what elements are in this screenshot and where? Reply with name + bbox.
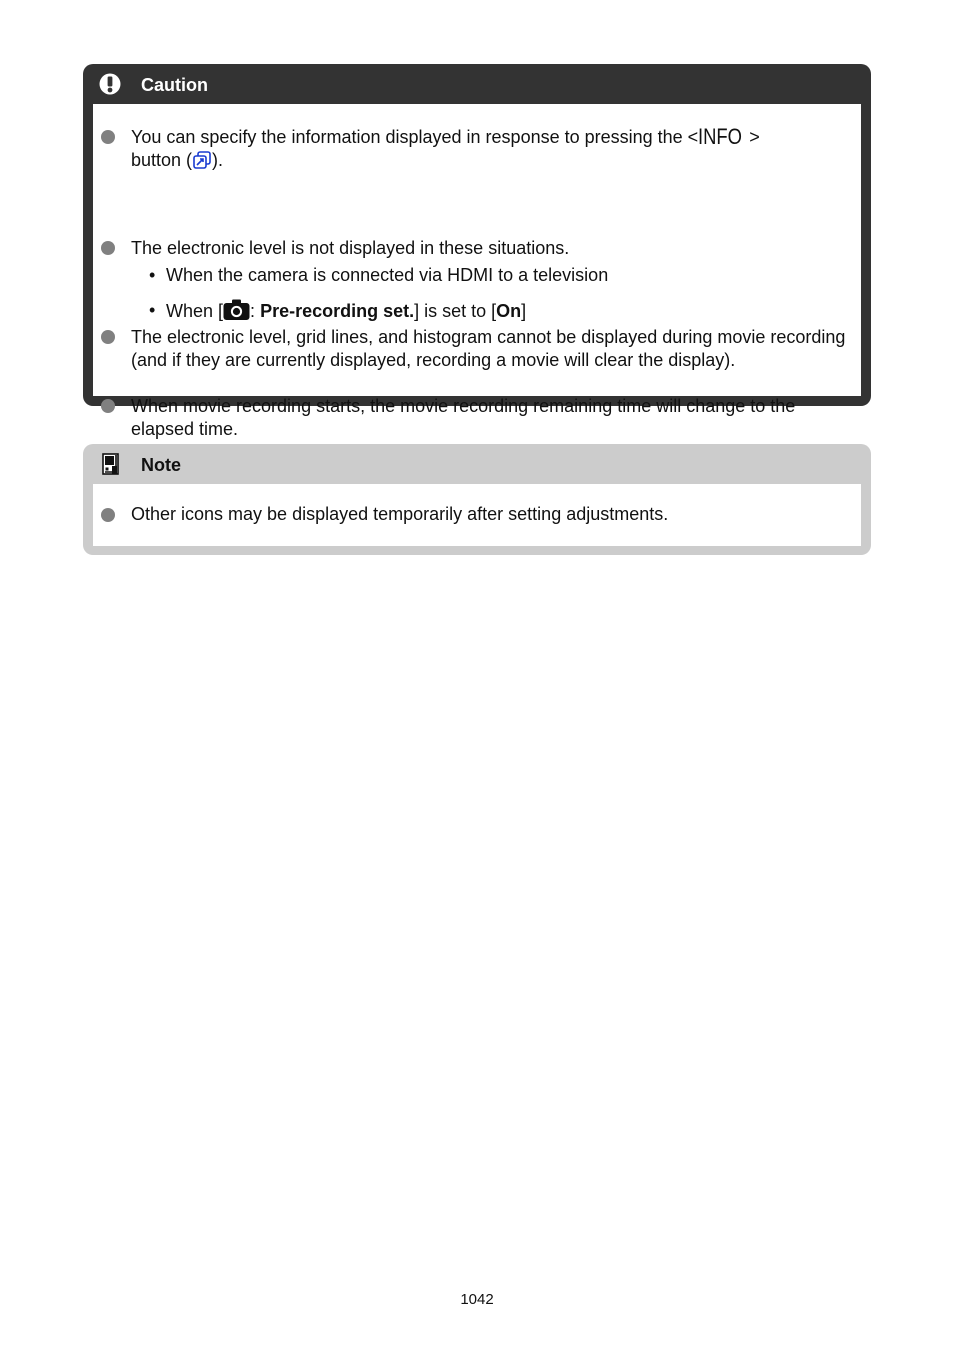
svg-text:INFO: INFO (698, 124, 743, 149)
bullet-dot (101, 330, 115, 344)
list-item: You can specify the information displayed in response to pressing the < INFO > button ( ). (131, 124, 760, 170)
caution-box (83, 64, 871, 439)
page-number: 1042 (460, 1291, 494, 1308)
caution-header (83, 64, 871, 104)
caution-body (93, 104, 861, 439)
bullet-dot (101, 508, 115, 522)
camera-icon (223, 299, 250, 320)
note-title: Note (141, 455, 181, 475)
link-icon[interactable] (192, 150, 212, 170)
memo-icon (99, 453, 121, 475)
sub-list-item: • When the camera is connected via HDMI to a television (149, 265, 609, 285)
exclamation-icon (99, 73, 121, 95)
list-item: Other icons may be displayed temporarily after setting adjustments. (131, 504, 669, 524)
bullet-dot (101, 130, 115, 144)
bullet-dot (101, 399, 115, 413)
note-box (83, 444, 871, 555)
list-item: The electronic level is not displayed in these situations. (131, 238, 570, 258)
sub-list-item: • When [ : Pre-recording set.] is set to [On] (149, 300, 527, 321)
list-item: When movie recording starts, the movie recording remaining time will change to the elapsed time. (131, 396, 796, 439)
list-item: The electronic level, grid lines, and histogram cannot be displayed during movie recording (and if they are currently displayed, recording a movie will clear the display). (131, 327, 846, 370)
info-button-icon (698, 124, 744, 149)
note-body (93, 484, 861, 546)
caution-title: Caution (141, 75, 208, 95)
bullet-dot (101, 241, 115, 255)
note-header (83, 444, 871, 484)
